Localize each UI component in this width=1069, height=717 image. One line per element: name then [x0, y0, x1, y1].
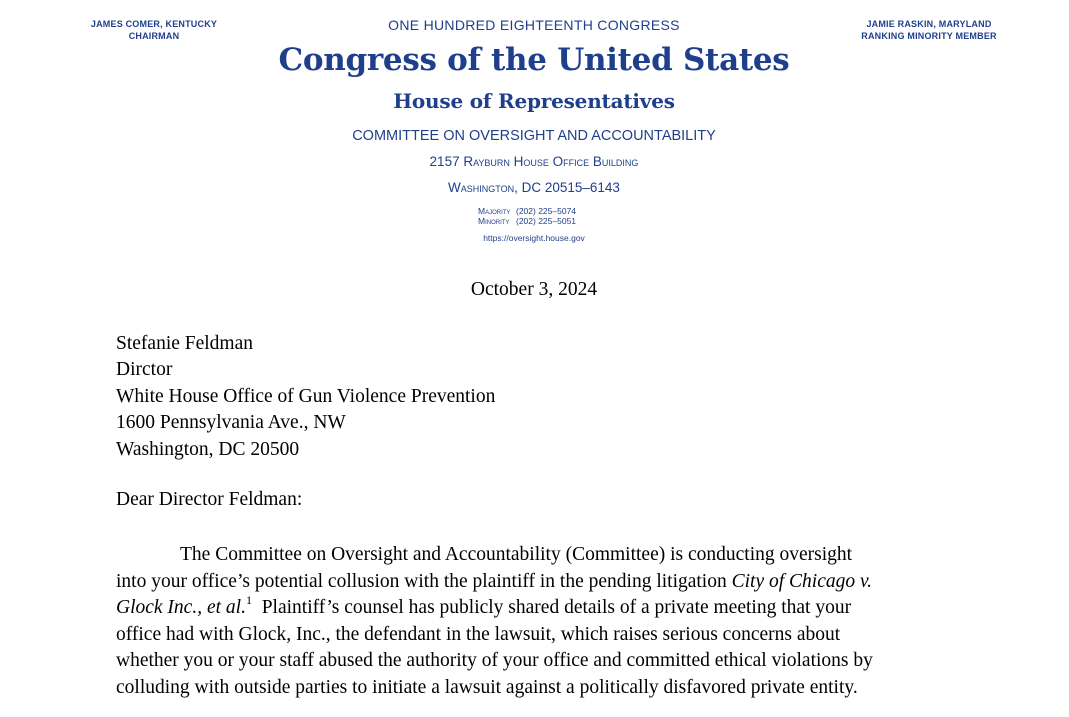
ranking-member-name: JAMIE RASKIN, MARYLAND — [866, 19, 992, 29]
chairman-block — [60, 18, 248, 42]
letterhead-title: Congress of the United States — [278, 42, 790, 78]
city-address: Washington, DC 20515–6143 — [448, 180, 620, 195]
website-link[interactable]: https://oversight.house.gov — [483, 233, 585, 243]
majority-phone: (202) 225–5074 — [516, 206, 577, 216]
ranking-member-block — [840, 18, 1018, 42]
chamber-title: House of Representatives — [393, 89, 675, 113]
body-line: colluding with outside parties to initiate a lawsuit against a politically disfavored private entity. — [116, 676, 858, 698]
recipient-street: 1600 Pennsylvania Ave., NW — [116, 412, 346, 434]
recipient-office: White House Office of Gun Violence Prevention — [116, 385, 496, 407]
ranking-member-title: RANKING MINORITY MEMBER — [861, 31, 997, 41]
letter-body — [116, 542, 952, 702]
phone-numbers — [478, 206, 618, 226]
minority-phone: (202) 225–5051 — [516, 216, 577, 226]
recipient-name: Stefanie Feldman — [116, 333, 254, 354]
building-address: 2157 Rayburn House Office Building — [429, 154, 639, 169]
footnote-marker[interactable]: 1 — [245, 593, 252, 608]
congress-number: ONE HUNDRED EIGHTEENTH CONGRESS — [388, 17, 680, 33]
chairman-name: JAMES COMER, KENTUCKY — [90, 19, 218, 29]
case-name-continued: Glock Inc., et al. — [116, 597, 246, 619]
body-text: into your office’s potential collusion with the plaintiff in the pending litigation — [116, 570, 732, 592]
majority-label: Majority — [478, 206, 511, 216]
recipient-city: Washington, DC 20500 — [116, 438, 300, 460]
recipient-title: Dirctor — [116, 359, 173, 381]
body-line — [116, 595, 952, 622]
minority-label: Minority — [478, 216, 510, 226]
salutation: Dear Director Feldman: — [116, 489, 303, 510]
body-line — [116, 569, 952, 596]
body-line: The Committee on Oversight and Accountability (Committee) is conducting oversight — [180, 544, 853, 565]
chairman-title: CHAIRMAN — [128, 31, 180, 41]
case-name: City of Chicago v. — [731, 570, 873, 592]
body-line: office had with Glock, Inc., the defendant in the lawsuit, which raises serious concerns about — [116, 623, 841, 645]
body-text: Plaintiff’s counsel has publicly shared details of a private meeting that your — [251, 597, 852, 619]
recipient-address — [116, 331, 495, 463]
committee-name: COMMITTEE ON OVERSIGHT AND ACCOUNTABILITY — [352, 128, 716, 144]
letter-date: October 3, 2024 — [470, 279, 598, 300]
body-line: whether you or your staff abused the authority of your office and committed ethical violations by — [116, 650, 873, 672]
